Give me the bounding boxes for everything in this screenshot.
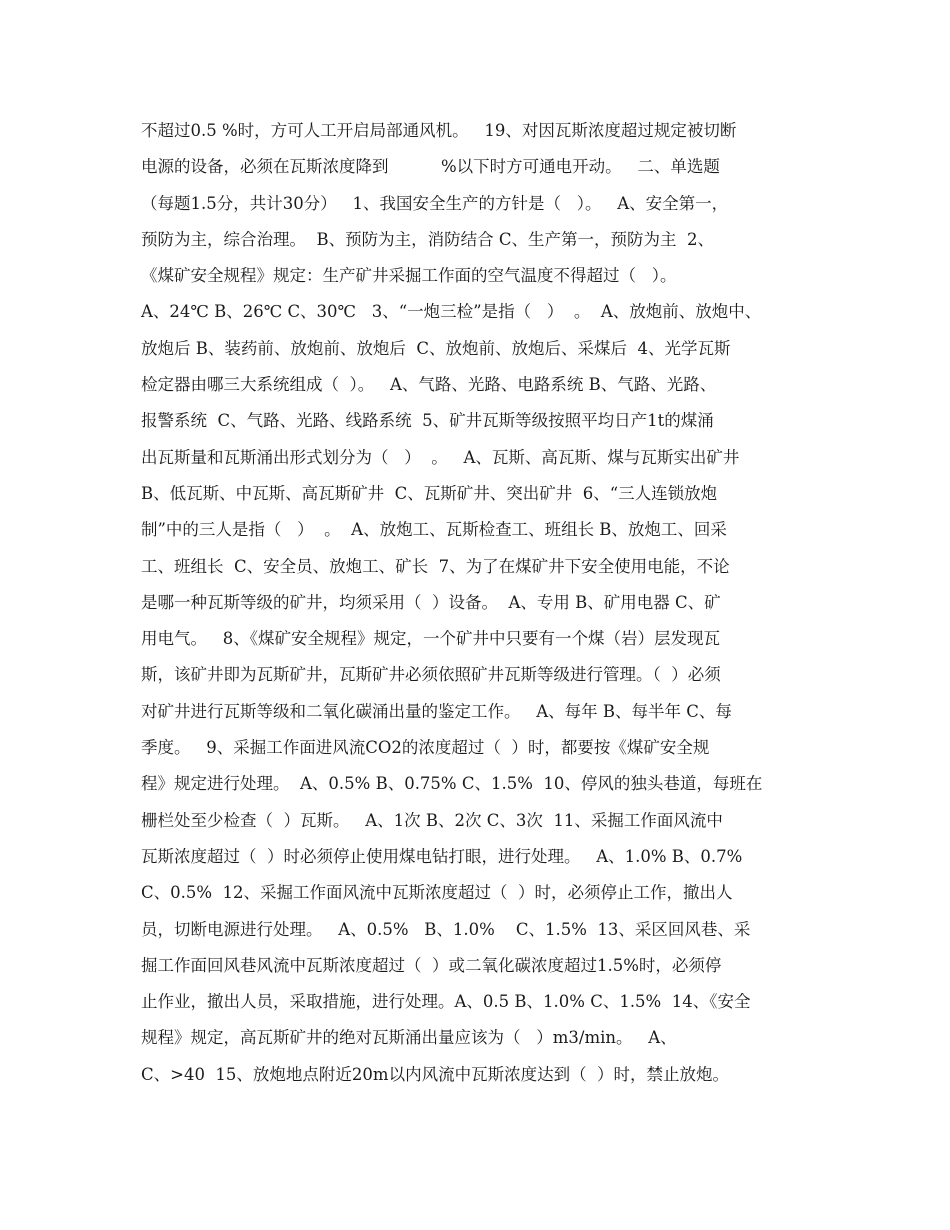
body-line: A、24℃ B、26℃ C、30℃ 3、“一炮三检”是指（ ） 。 A、放炮前、放炮中、 <box>141 302 762 322</box>
body-line: B、低瓦斯、中瓦斯、高瓦斯矿井 C、瓦斯矿井、突出矿井 6、“三人连锁放炮 <box>141 483 718 503</box>
body-line: （每题1.5分，共计30分） 1、我国安全生产的方针是（ ）。 A、安全第一， <box>141 193 729 213</box>
body-line: 用电气。 8、《煤矿安全规程》规定，一个矿井中只要有一个煤（岩）层发现瓦 <box>141 629 720 649</box>
body-line: 制”中的三人是指（ ） 。 A、放炮工、瓦斯检查工、班组长 B、放炮工、回采 <box>141 520 727 540</box>
body-line: 规程》规定，高瓦斯矿井的绝对瓦斯涌出量应该为（ ）m3/min。 A、 <box>141 1028 677 1048</box>
body-line: C、0.5% 12、采掘工作面风流中瓦斯浓度超过（ ）时，必须停止工作，撤出人 <box>141 883 733 903</box>
body-line: 对矿井进行瓦斯等级和二氧化碳涌出量的鉴定工作。 A、每年 B、每半年 C、每 <box>141 701 732 721</box>
body-line: 员，切断电源进行处理。 A、0.5% B、1.0% C、1.5% 13、采区回风巷、采 <box>141 919 751 939</box>
body-line: 放炮后 B、装药前、放炮前、放炮后 C、放炮前、放炮后、采煤后 4、光学瓦斯 <box>141 338 731 358</box>
body-line: 工、班组长 C、安全员、放炮工、矿长 7、为了在煤矿井下安全使用电能，不论 <box>141 556 730 576</box>
body-line: 是哪一种瓦斯等级的矿井，均须采用（ ）设备。 A、专用 B、矿用电器 C、矿 <box>141 592 721 612</box>
body-line: 检定器由哪三大系统组成（ ）。 A、气路、光路、电路系统 B、气路、光路、 <box>141 375 717 395</box>
document-body <box>141 117 831 1097</box>
body-line: 程》规定进行处理。 A、0.5% B、0.75% C、1.5% 10、停风的独头巷道，每班在 <box>141 774 763 794</box>
body-line: 不超过0.5 %时，方可人工开启局部通风机。 19、对因瓦斯浓度超过规定被切断 <box>141 121 737 140</box>
body-line: 斯，该矿井即为瓦斯矿井，瓦斯矿井必须依照矿井瓦斯等级进行管理。（ ）必须 <box>141 665 721 685</box>
body-line: 瓦斯浓度超过（ ）时必须停止使用煤电钻打眼，进行处理。 A、1.0% B、0.7% <box>141 846 743 866</box>
body-line: C、>40 15、放炮地点附近20m以内风流中瓦斯浓度达到（ ）时，禁止放炮。 <box>141 1064 730 1084</box>
body-line: 栅栏处至少检查（ ）瓦斯。 A、1次 B、2次 C、3次 11、采掘工作面风流中 <box>141 810 723 830</box>
body-line: 出瓦斯量和瓦斯涌出形式划分为（ ） 。 A、瓦斯、高瓦斯、煤与瓦斯实出矿井 <box>141 447 740 467</box>
body-line: 报警系统 C、气路、光路、线路系统 5、矿井瓦斯等级按照平均日产1t的煤涌 <box>141 411 714 431</box>
body-line: 止作业，撤出人员，采取措施，进行处理。A、0.5 B、1.0% C、1.5% 14、《安全 <box>141 992 751 1012</box>
body-line: 预防为主，综合治理。 B、预防为主，消防结合 C、生产第一，预防为主 2、 <box>141 229 714 249</box>
body-line: 电源的设备，必须在瓦斯浓度降到 %以下时方可通电开动。 二、单选题 <box>141 157 720 177</box>
body-line: 《煤矿安全规程》规定：生产矿井采掘工作面的空气温度不得超过（ ）。 <box>141 266 677 286</box>
body-line: 季度。 9、采掘工作面进风流CO2的浓度超过（ ）时，都要按《煤矿安全规 <box>141 738 710 758</box>
body-line: 掘工作面回风巷风流中瓦斯浓度超过（ ）或二氧化碳浓度超过1.5%时，必须停 <box>141 955 722 975</box>
